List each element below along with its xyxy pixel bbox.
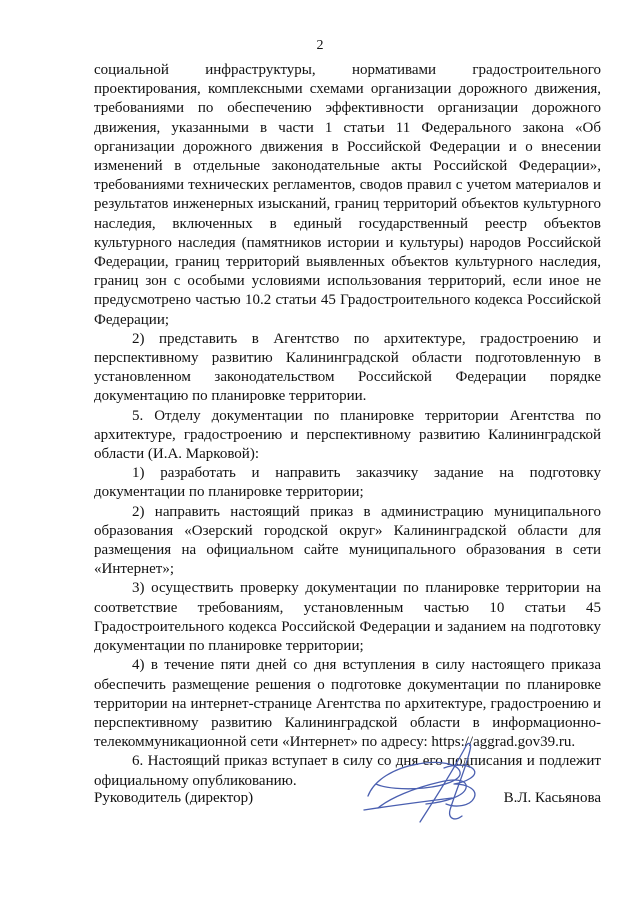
paragraph-item-submit-documentation: 2) представить в Агентство по архитектуре, градостроению и перспективному развитию Калининградской области подготовленную в установленном законодательством Российской Федерации порядке документацию по планировке территории. xyxy=(94,330,601,405)
paragraph-section-5: 5. Отделу документации по планировке территории Агентства по архитектуре, градостроению и перспективному развитию Калининградской области (И.А. Марковой): xyxy=(94,407,601,463)
paragraph-item-send-order: 2) направить настоящий приказ в администрацию муниципального образования «Озерский городской округ» Калининградской области для размещения на официальном сайте муниципального образования в сети «Интернет»; xyxy=(94,503,601,578)
signature-block xyxy=(94,790,601,814)
signer-title: Руководитель (директор) xyxy=(94,790,254,806)
paragraph-continuation: социальной инфраструктуры, нормативами градостроительного проектирования, комплексными схемами организации дорожного движения, требованиями по обеспечению эффективности организации дорожного движения, указанными в части 1 статьи 11 Федерального закона «Об организации дорожного движения в Российской Федерации и о внесении изменений в отдельные законодательные акты Российской Федерации», требованиями технических регламентов, сводов правил с учетом материалов и результатов инженерных изысканий, границ территорий объектов культурного наследия, включенных в единый государственный реестр объектов культурного наследия (памятников истории и культуры) народов Российской Федерации, границ территорий выявленных объектов культурного наследия, границ зон с особыми условиями использования территорий, если иное не предусмотрено частью 10.2 статьи 45 Градостроительного кодекса Российской Федерации; xyxy=(94,62,601,328)
document-body xyxy=(94,61,601,791)
page-number: 2 xyxy=(316,38,324,53)
paragraph-section-6: 6. Настоящий приказ вступает в силу со дня его подписания и подлежит официальному опубликованию. xyxy=(94,753,601,789)
signer-name: В.Л. Касьянова xyxy=(503,790,601,806)
handwritten-signature xyxy=(360,738,490,833)
paragraph-item-publish-decision: 4) в течение пяти дней со дня вступления в силу настоящего приказа обеспечить размещение решения о подготовке документации по планировке территории на интернет-странице Агентства по архитектуре, градостроению и перспективному развитию Калининградской области в информационно-телекоммуникационной сети «Интернет» по адресу: https://aggrad.gov39.ru. xyxy=(94,657,601,751)
paragraph-item-verify-documentation: 3) осуществить проверку документации по планировке территории на соответствие требованиям, установленным частью 10 статьи 45 Градостроительного кодекса Российской Федерации и заданием на подготовку документации по планировке территории; xyxy=(94,580,601,655)
paragraph-item-develop-task: 1) разработать и направить заказчику задание на подготовку документации по планировке территории; xyxy=(94,465,601,501)
